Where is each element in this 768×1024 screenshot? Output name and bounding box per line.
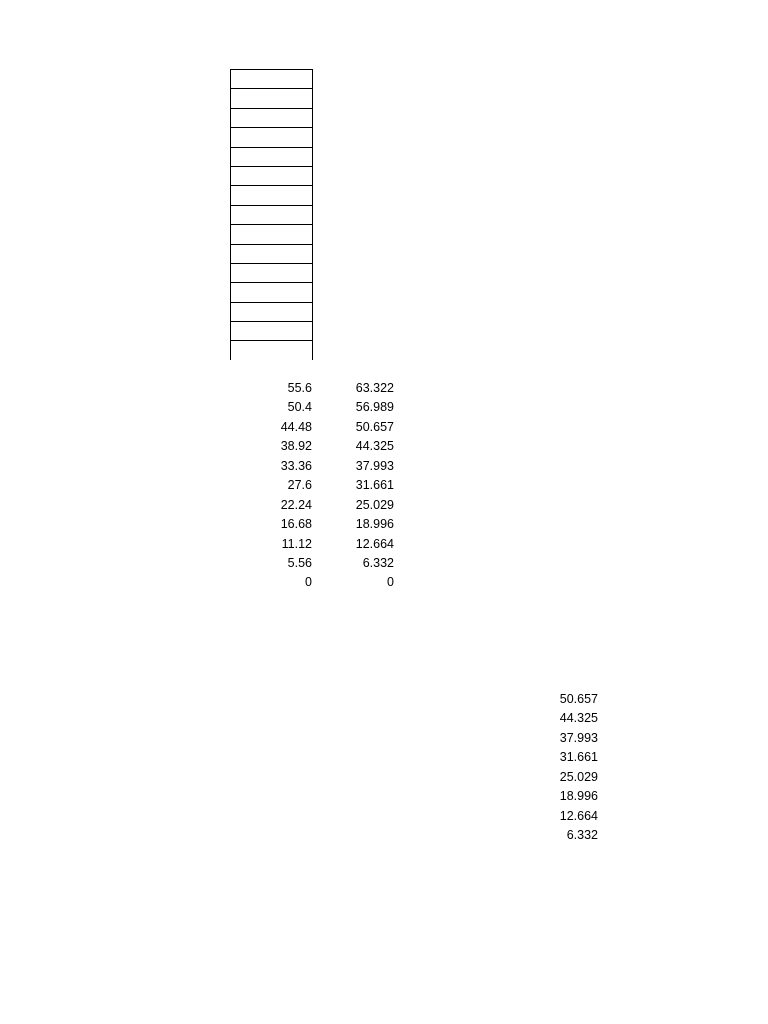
grid-cell[interactable] <box>230 185 313 204</box>
number-cell: 5.56 <box>287 555 312 570</box>
number-cell: 33.36 <box>280 458 312 473</box>
number-cell: 22.24 <box>280 497 312 512</box>
number-cell: 16.68 <box>280 517 312 532</box>
number-cell: 0 <box>387 575 394 590</box>
number-cell: 50.657 <box>559 692 598 706</box>
empty-bordered-cell-grid <box>230 69 313 360</box>
number-cell: 25.029 <box>559 769 598 784</box>
grid-cell[interactable] <box>230 321 313 340</box>
number-cell: 44.325 <box>355 439 394 454</box>
number-cell: 55.6 <box>287 381 312 395</box>
grid-cell[interactable] <box>230 302 313 321</box>
number-cell: 12.664 <box>355 536 394 551</box>
number-cell: 44.48 <box>280 419 312 434</box>
number-cell: 18.996 <box>559 789 598 804</box>
number-cell: 50.657 <box>355 419 394 434</box>
number-column-a <box>250 379 312 593</box>
number-cell: 0 <box>305 575 312 590</box>
number-column-c <box>536 690 598 846</box>
number-cell: 6.332 <box>566 828 598 843</box>
number-cell: 56.989 <box>355 400 394 415</box>
grid-cell[interactable] <box>230 147 313 166</box>
number-cell: 37.993 <box>559 730 598 745</box>
grid-cell[interactable] <box>230 340 313 359</box>
number-cell: 12.664 <box>559 808 598 823</box>
number-column-b <box>332 379 394 593</box>
number-cell: 31.661 <box>355 478 394 493</box>
number-cell: 63.322 <box>355 381 394 395</box>
number-cell: 25.029 <box>355 497 394 512</box>
number-cell: 6.332 <box>362 555 394 570</box>
grid-cell[interactable] <box>230 244 313 263</box>
grid-cell[interactable] <box>230 263 313 282</box>
grid-cell[interactable] <box>230 282 313 301</box>
number-cell: 50.4 <box>287 400 312 415</box>
grid-cell[interactable] <box>230 224 313 243</box>
grid-cell[interactable] <box>230 88 313 107</box>
number-cell: 37.993 <box>355 458 394 473</box>
number-cell: 27.6 <box>287 478 312 493</box>
number-cell: 38.92 <box>280 439 312 454</box>
grid-cell[interactable] <box>230 108 313 127</box>
grid-cell[interactable] <box>230 127 313 146</box>
number-cell: 18.996 <box>355 517 394 532</box>
grid-cell[interactable] <box>230 205 313 224</box>
grid-cell[interactable] <box>230 69 313 88</box>
number-cell: 31.661 <box>559 750 598 765</box>
number-cell: 11.12 <box>281 536 312 551</box>
grid-cell[interactable] <box>230 166 313 185</box>
number-cell: 44.325 <box>559 711 598 726</box>
